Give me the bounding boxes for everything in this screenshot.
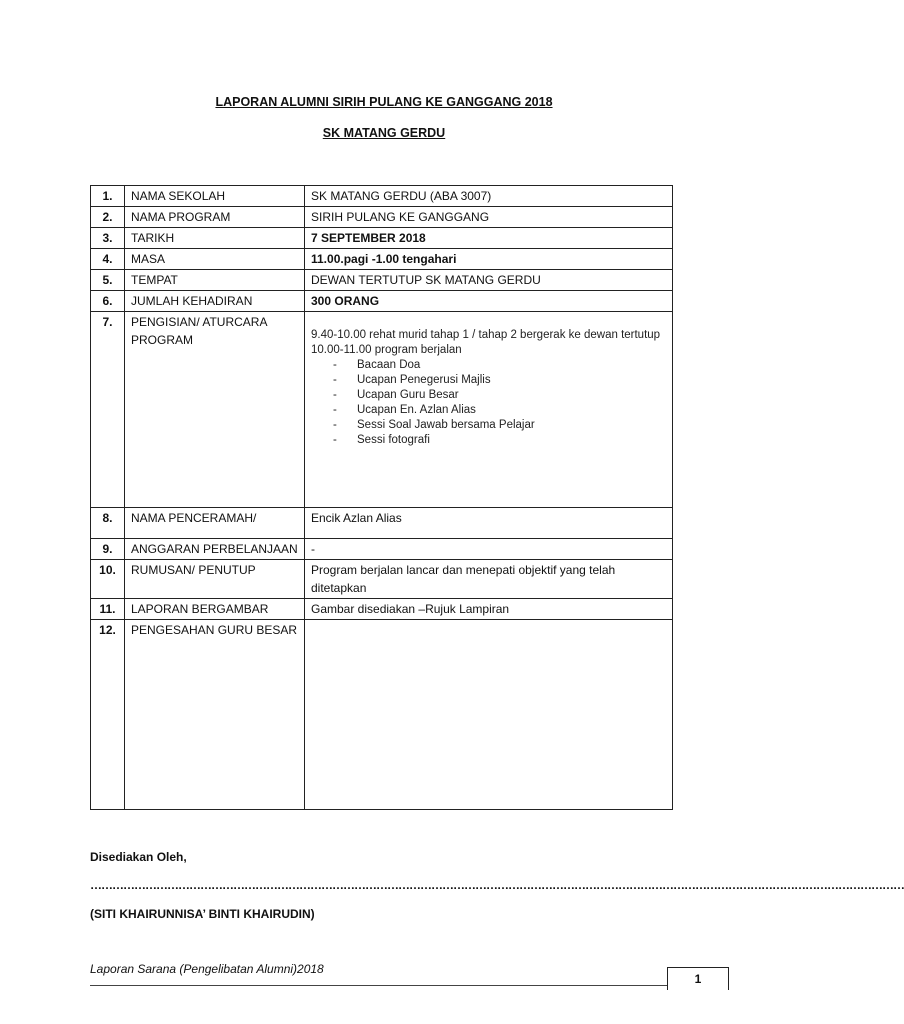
row-label: TEMPAT: [125, 270, 305, 291]
agenda-cell: [305, 312, 673, 508]
row-label: MASA: [125, 249, 305, 270]
row-number: 11.: [91, 599, 125, 620]
row-label: TARIKH: [125, 228, 305, 249]
agenda-item: - Ucapan Guru Besar: [333, 388, 666, 403]
row-label: LAPORAN BERGAMBAR: [125, 599, 305, 620]
row-number: 3.: [91, 228, 125, 249]
row-label: RUMUSAN/ PENUTUP: [125, 560, 305, 599]
row-value: Program berjalan lancar dan menepati objektif yang telah ditetapkan: [305, 560, 673, 599]
table-row: [91, 560, 673, 599]
row-value: Gambar disediakan –Rujuk Lampiran: [305, 599, 673, 620]
signature-approval-cell: [305, 620, 673, 810]
table-row: [91, 312, 673, 508]
agenda-list: [311, 358, 666, 448]
table-row: [91, 539, 673, 560]
row-value: 11.00.pagi -1.00 tengahari: [305, 249, 673, 270]
table-row: [91, 620, 673, 810]
footer-divider: [90, 985, 667, 986]
row-value: -: [305, 539, 673, 560]
row-label: PENGISIAN/ ATURCARA PROGRAM: [125, 312, 305, 508]
agenda-item: - Ucapan Penegerusi Majlis: [333, 373, 666, 388]
table-row: [91, 249, 673, 270]
row-value: Encik Azlan Alias: [305, 508, 673, 539]
row-label: JUMLAH KEHADIRAN: [125, 291, 305, 312]
row-number: 9.: [91, 539, 125, 560]
signer-name: (SITI KHAIRUNNISA’ BINTI KHAIRUDIN): [90, 907, 315, 921]
row-number: 4.: [91, 249, 125, 270]
row-label: NAMA PROGRAM: [125, 207, 305, 228]
page-number: 1: [667, 967, 729, 990]
row-value: DEWAN TERTUTUP SK MATANG GERDU: [305, 270, 673, 291]
row-number: 10.: [91, 560, 125, 599]
agenda-line-2: 10.00-11.00 program berjalan: [311, 344, 462, 356]
footer-text: Laporan Sarana (Pengelibatan Alumni)2018: [90, 962, 324, 976]
row-label: ANGGARAN PERBELANJAAN: [125, 539, 305, 560]
row-label: NAMA SEKOLAH: [125, 186, 305, 207]
table-row: [91, 508, 673, 539]
agenda: [311, 328, 666, 448]
row-value: SK MATANG GERDU (ABA 3007): [305, 186, 673, 207]
table-row: [91, 186, 673, 207]
prepared-by-label: Disediakan Oleh,: [90, 850, 187, 864]
table-row: [91, 207, 673, 228]
agenda-item: - Ucapan En. Azlan Alias: [333, 403, 666, 418]
table-row: [91, 270, 673, 291]
report-table: [90, 185, 673, 810]
row-value: 7 SEPTEMBER 2018: [305, 228, 673, 249]
row-number: 12.: [91, 620, 125, 810]
document-subtitle: SK MATANG GERDU: [322, 126, 446, 140]
row-label: NAMA PENCERAMAH/: [125, 508, 305, 539]
row-label: PENGESAHAN GURU BESAR: [125, 620, 305, 810]
table-row: [91, 291, 673, 312]
row-number: 5.: [91, 270, 125, 291]
agenda-item: - Sessi fotografi: [333, 433, 666, 448]
signature-line: ……………………………………………………………………………………………………………………………………………………………………………………………………: [90, 878, 904, 892]
row-value: SIRIH PULANG KE GANGGANG: [305, 207, 673, 228]
row-number: 7.: [91, 312, 125, 508]
row-number: 6.: [91, 291, 125, 312]
agenda-item: - Sessi Soal Jawab bersama Pelajar: [333, 418, 666, 433]
document-title: LAPORAN ALUMNI SIRIH PULANG KE GANGGANG 2018: [215, 95, 553, 109]
row-number: 8.: [91, 508, 125, 539]
table-row: [91, 599, 673, 620]
row-number: 1.: [91, 186, 125, 207]
row-number: 2.: [91, 207, 125, 228]
table-row: [91, 228, 673, 249]
row-value: 300 ORANG: [305, 291, 673, 312]
agenda-line-1: 9.40-10.00 rehat murid tahap 1 / tahap 2 bergerak ke dewan tertutup: [311, 329, 661, 341]
agenda-item: - Bacaan Doa: [333, 358, 666, 373]
